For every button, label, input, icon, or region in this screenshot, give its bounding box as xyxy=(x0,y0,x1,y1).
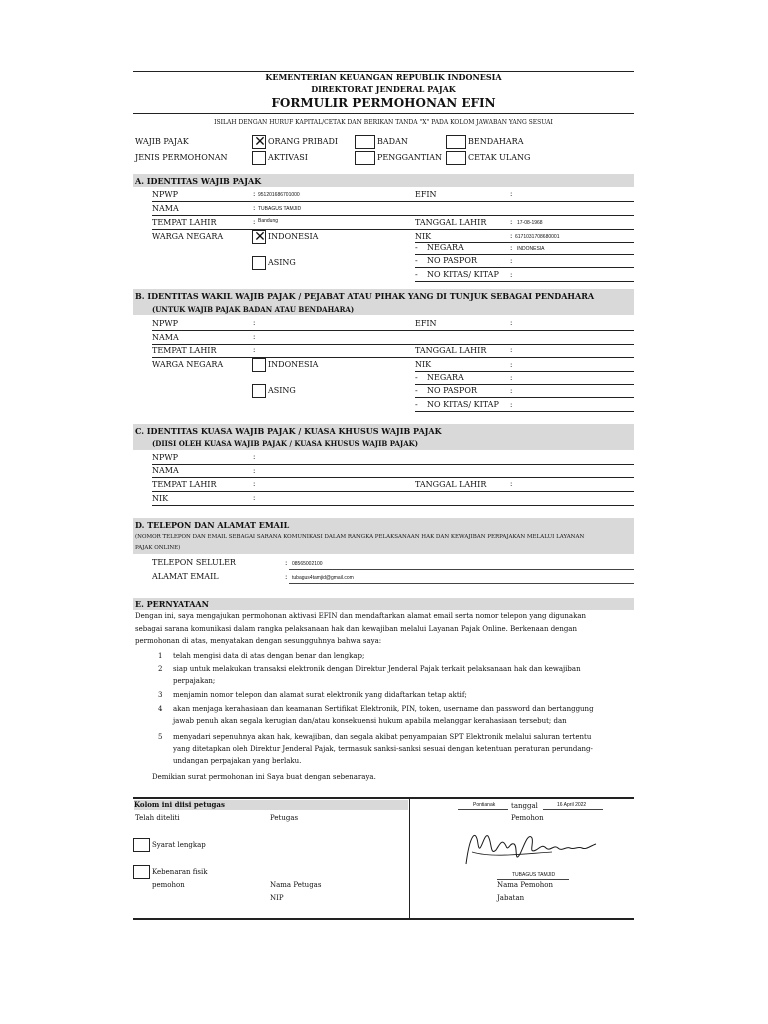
b-npwp-label: NPWP xyxy=(152,319,178,328)
email-label: ALAMAT EMAIL xyxy=(152,572,219,581)
section-b-subtitle: (UNTUK WAJIB PAJAK BADAN ATAU BENDAHARA) xyxy=(152,305,355,314)
checkbox-bendahara[interactable] xyxy=(446,135,466,149)
c-tempat-lahir-label: TEMPAT LAHIR xyxy=(152,480,217,489)
section-e-title: E. PERNYATAAN xyxy=(135,599,209,609)
checkbox-orang-pribadi[interactable] xyxy=(252,135,266,149)
section-c-subtitle: (DIISI OLEH KUASA WAJIB PAJAK / KUASA KHUSUS WAJIB PAJAK) xyxy=(152,439,419,448)
directorate-name: DIREKTORAT JENDERAL PAJAK xyxy=(311,84,456,94)
phone-value[interactable]: 08565002100 xyxy=(292,561,323,567)
statement-item-1: telah mengisi data di atas dengan benar dan lengkap; xyxy=(173,652,365,660)
form-title: FORMULIR PERMOHONAN EFIN xyxy=(271,96,496,110)
section-d-note-2: PAJAK ONLINE) xyxy=(135,545,181,551)
b-warga-negara-label: WARGA NEGARA xyxy=(152,360,224,369)
item-number: 3 xyxy=(158,691,163,699)
applicant-signature xyxy=(462,824,602,872)
c-tanggal-lahir-label: TANGGAL LAHIR xyxy=(415,480,487,489)
checkbox-aktivasi[interactable] xyxy=(252,151,266,165)
item-number: 4 xyxy=(158,705,163,713)
statement-item-2: siap untuk melakukan transaksi elektronik dengan Direktur Jenderal Pajak terkait pelaksanaan hak dan kewajiban xyxy=(173,665,581,673)
statement-item-4: akan menjaga kerahasiaan dan keamanan Sertifikat Elektronik, PIN, token, username dan password dan bertanggung xyxy=(173,705,594,713)
option-indonesia: INDONESIA xyxy=(268,232,319,241)
npwp-value[interactable]: 951201686701000 xyxy=(258,192,300,198)
checkbox-asing[interactable] xyxy=(252,256,266,270)
email-value[interactable]: tubagus4tamjid@gmail.com xyxy=(292,575,354,581)
request-type-label: JENIS PERMOHONAN xyxy=(135,153,228,162)
tempat-lahir-value[interactable]: Bandung xyxy=(258,218,279,224)
statement-item-5-cont: yang ditetapkan oleh Direktur Jenderal Pajak, termasuk sanksi-sanksi sesuai dengan ketentuan peraturan perundang- xyxy=(173,745,593,753)
nik-value[interactable]: 6171031708680001 xyxy=(515,234,560,240)
phone-label: TELEPON SELULER xyxy=(152,558,236,567)
statement-intro-3: permohonan di atas, menyatakan dengan sesungguhnya bahwa saya: xyxy=(135,637,382,645)
b-efin-label: EFIN xyxy=(415,319,437,328)
checkbox-kebenaran-fisik[interactable] xyxy=(133,865,150,879)
no-paspor-label: NO PASPOR xyxy=(427,256,477,265)
b-nik-label: NIK xyxy=(415,360,432,369)
title-rule xyxy=(133,113,634,114)
form-instruction: ISILAH DENGAN HURUF KAPITAL/CETAK DAN BERIKAN TANDA "X" PADA KOLOM JAWABAN YANG SESUAI xyxy=(214,119,553,126)
signature-bottom-rule xyxy=(133,918,634,920)
checkbox-syarat-lengkap[interactable] xyxy=(133,838,150,852)
checkbox-badan[interactable] xyxy=(355,135,375,149)
telah-diteliti-label: Telah diteliti xyxy=(135,814,180,822)
statement-item-5: menyadari sepenuhnya akan hak, kewajiban, dan segala akibat penyampaian SPT Elektronik melalui saluran tertentu xyxy=(173,733,592,741)
option-cetak-ulang: CETAK ULANG xyxy=(468,153,531,162)
negara-value[interactable]: INDONESIA xyxy=(517,246,545,252)
section-c-title: C. IDENTITAS KUASA WAJIB PAJAK / KUASA KHUSUS WAJIB PAJAK xyxy=(135,426,442,436)
b-no-paspor-label: NO PASPOR xyxy=(427,386,477,395)
checkbox-indonesia[interactable] xyxy=(252,230,266,244)
statement-item-4-cont: jawab penuh akan segala kerugian dan/atau konsekuensi hukum apabila melanggar kerahasiaan tersebut; dan xyxy=(173,717,567,725)
no-kitas-label: NO KITAS/ KITAP xyxy=(427,270,499,279)
kebenaran-fisik-label: Kebenaran fisik xyxy=(152,868,208,876)
option-penggantian: PENGGANTIAN xyxy=(377,153,443,162)
nama-label: NAMA xyxy=(152,204,179,213)
option-asing: ASING xyxy=(268,258,296,267)
nip-label: NIP xyxy=(270,894,284,902)
statement-intro-1: Dengan ini, saya mengajukan permohonan aktivasi EFIN dan mendaftarkan alamat email serta nomor telepon yang digunakan xyxy=(135,612,587,620)
tempat-lahir-label: TEMPAT LAHIR xyxy=(152,218,217,227)
b-tempat-lahir-label: TEMPAT LAHIR xyxy=(152,346,217,355)
warga-negara-label: WARGA NEGARA xyxy=(152,232,224,241)
c-npwp-label: NPWP xyxy=(152,453,178,462)
option-badan: BADAN xyxy=(377,137,408,146)
checkbox-cetak-ulang[interactable] xyxy=(446,151,466,165)
efin-label: EFIN xyxy=(415,190,437,199)
nama-value[interactable]: TUBAGUS TAMJID xyxy=(258,206,302,212)
statement-item-5-cont-2: undangan perpajakan yang berlaku. xyxy=(173,757,302,765)
jabatan-label: Jabatan xyxy=(497,894,525,902)
option-orang-pribadi: ORANG PRIBADI xyxy=(268,137,339,146)
checkbox-penggantian[interactable] xyxy=(355,151,375,165)
b-tanggal-lahir-label: TANGGAL LAHIR xyxy=(415,346,487,355)
tanggal-label: tanggal xyxy=(511,802,538,810)
item-number: 1 xyxy=(158,652,163,660)
nik-label: NIK xyxy=(415,232,432,241)
b-option-indonesia: INDONESIA xyxy=(268,360,319,369)
statement-item-3: menjamin nomor telepon dan alamat surat elektronik yang didaftarkan tetap aktif; xyxy=(173,691,467,699)
b-negara-label: NEGARA xyxy=(427,373,464,382)
check-x-icon: ✕ xyxy=(254,229,266,245)
syarat-lengkap-label: Syarat lengkap xyxy=(152,841,206,849)
section-b-title: B. IDENTITAS WAKIL WAJIB PAJAK / PEJABAT ATAU PIHAK YANG DI TUNJUK SEBAGAI PENDAHARA xyxy=(135,291,595,301)
item-number: 2 xyxy=(158,665,163,673)
c-nama-label: NAMA xyxy=(152,466,179,475)
tanggal-lahir-label: TANGGAL LAHIR xyxy=(415,218,487,227)
b-checkbox-indonesia[interactable] xyxy=(252,358,266,372)
petugas-label: Petugas xyxy=(270,814,299,822)
sign-place[interactable]: Pontianak xyxy=(473,802,496,808)
taxpayer-type-label: WAJIB PAJAK xyxy=(135,137,189,146)
option-bendahara: BENDAHARA xyxy=(468,137,524,146)
statement-intro-2: sebagai sarana komunikasi dalam rangka pelaksanaan hak dan kewajiban melalui Layanan Pajak Online. Berkenaan dengan xyxy=(135,625,577,633)
section-a-title: A. IDENTITAS WAJIB PAJAK xyxy=(135,176,262,186)
statement-item-2-cont: perpajakan; xyxy=(173,677,216,685)
b-checkbox-asing[interactable] xyxy=(252,384,266,398)
tanggal-lahir-value[interactable]: 17-08-1968 xyxy=(517,220,543,226)
signer-name: TUBAGUS TAMJID xyxy=(512,872,556,878)
npwp-label: NPWP xyxy=(152,190,178,199)
b-no-kitas-label: NO KITAS/ KITAP xyxy=(427,400,499,409)
b-option-asing: ASING xyxy=(268,386,296,395)
pemohon-title: Pemohon xyxy=(511,814,544,822)
nama-pemohon-label: Nama Pemohon xyxy=(497,881,553,889)
signature-top-rule xyxy=(133,797,634,799)
sign-date[interactable]: 16 April 2022 xyxy=(557,802,587,808)
signature-divider xyxy=(409,797,410,919)
option-aktivasi: AKTIVASI xyxy=(268,153,308,162)
c-nik-label: NIK xyxy=(152,494,169,503)
pemohon-label: pemohon xyxy=(152,881,185,889)
check-x-icon: ✕ xyxy=(254,134,266,150)
item-number: 5 xyxy=(158,733,163,741)
section-d-note-1: (NOMOR TELEPON DAN EMAIL SEBAGAI SARANA KOMUNIKASI DALAM RANGKA PELAKSANAAN HAK DAN KEWAJIBAN PERPAJAKAN MELALUI LAYANAN xyxy=(135,534,585,540)
ministry-name: KEMENTERIAN KEUANGAN REPUBLIK INDONESIA xyxy=(265,72,502,82)
officer-column-header: Kolom ini diisi petugas xyxy=(134,800,408,810)
b-nama-label: NAMA xyxy=(152,333,179,342)
nama-petugas-label: Nama Petugas xyxy=(270,881,322,889)
negara-label: NEGARA xyxy=(427,243,464,252)
section-d-title: D. TELEPON DAN ALAMAT EMAIL xyxy=(135,520,290,530)
statement-closing: Demikian surat permohonan ini Saya buat dengan sebenaraya. xyxy=(152,773,376,781)
